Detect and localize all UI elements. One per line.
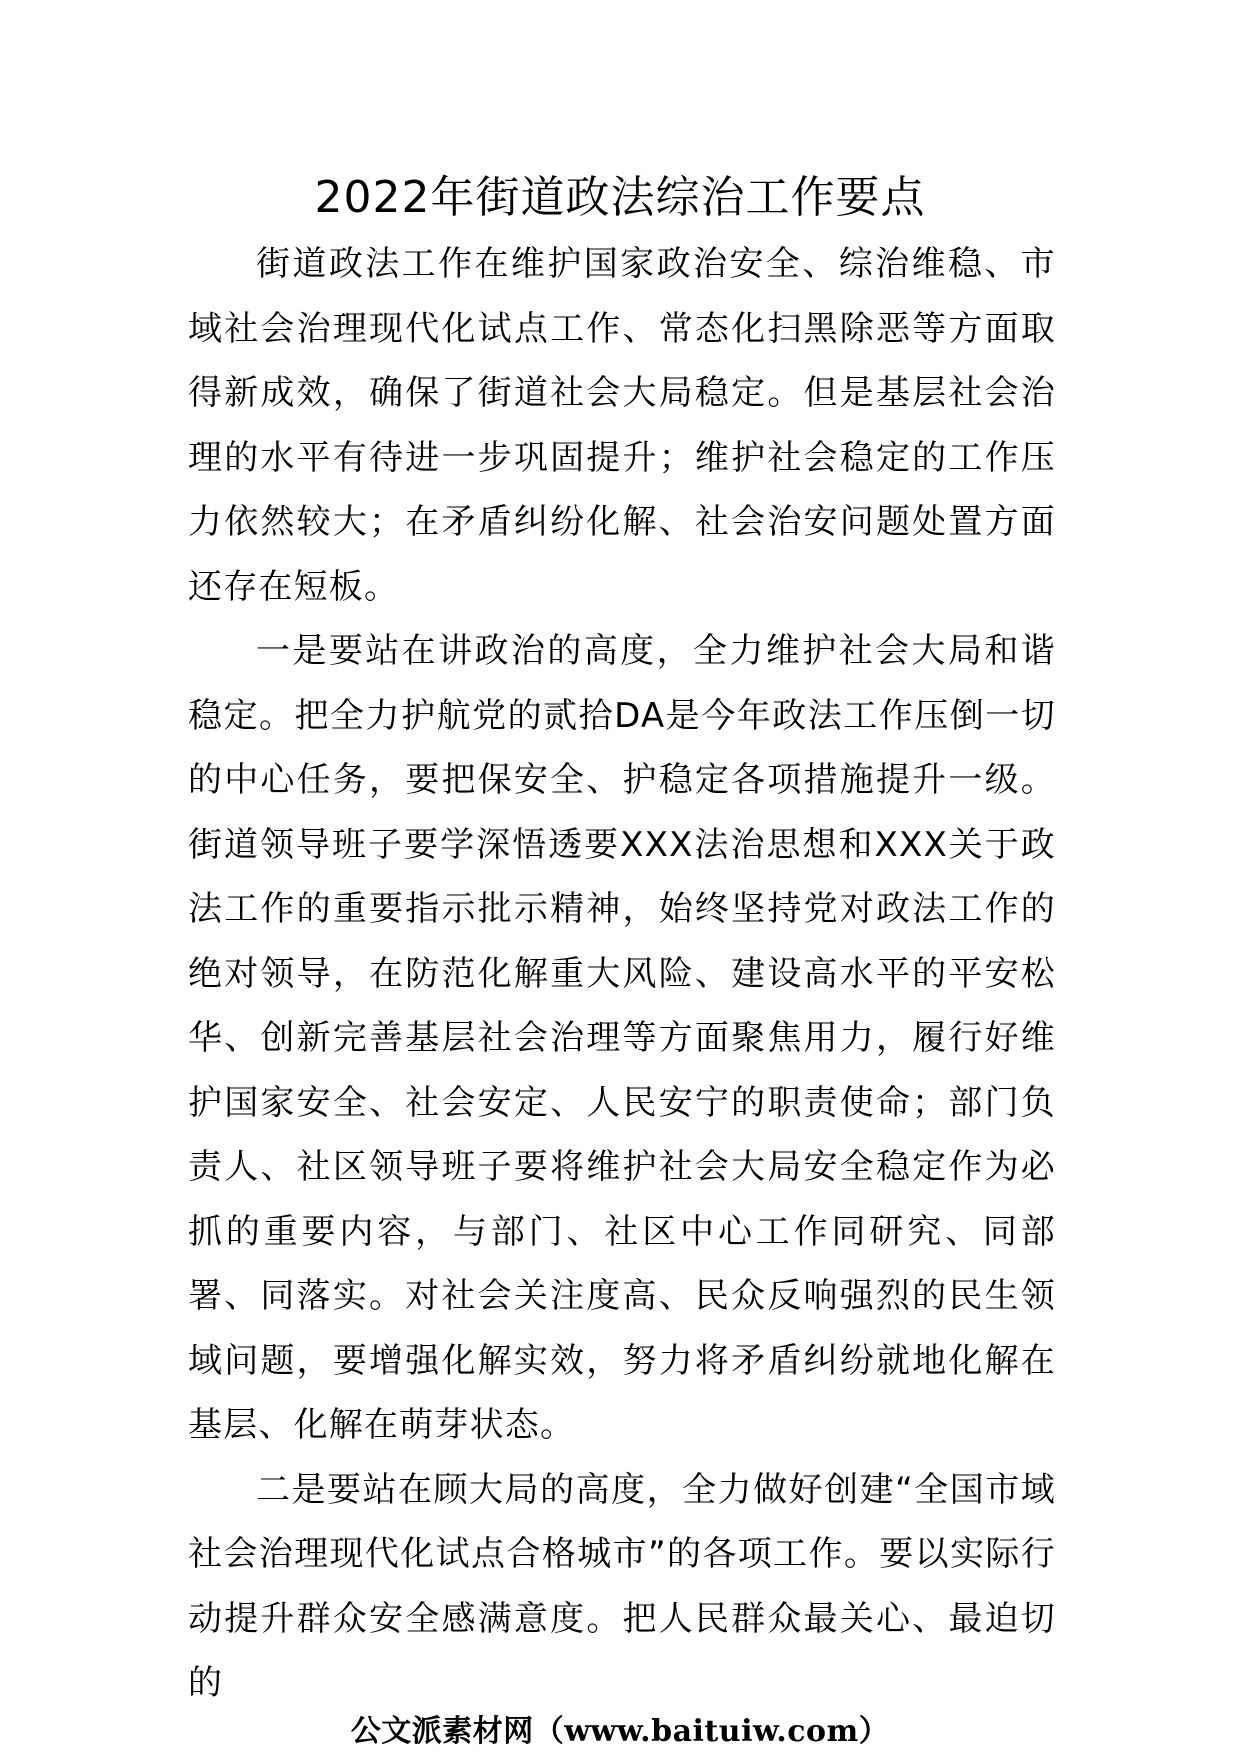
document-title: 2022年街道政法综治工作要点: [314, 172, 926, 223]
paragraph-intro: 街道政法工作在维护国家政治安全、综治维稳、市域社会治理现代化试点工作、常态化扫黑除恶等方面取得新成效，确保了街道社会大局稳定。但是基层社会治理的水平有待进一步巩固提升；维护社会稳定的工作压力依然较大；在矛盾纠纷化解、社会治安问题处置方面还存在短板。: [188, 244, 1056, 607]
source-footer: 公文派素材网（www.baituiw.com）: [350, 1714, 890, 1749]
paragraph-point-two: 二是要站在顾大局的高度，全力做好创建“全国市域社会治理现代化试点合格城市”的各项工作。要以实际行动提升群众安全感满意度。把人民群众最关心、最迫切的: [188, 1469, 1056, 1703]
paragraph-point-one: 一是要站在讲政治的高度，全力维护社会大局和谐稳定。把全力护航党的贰拾DA是今年政法工作压倒一切的中心任务，要把保安全、护稳定各项措施提升一级。街道领导班子要学深悟透要XXX法治思想和XXX关于政法工作的重要指示批示精神，始终坚持党对政法工作的绝对领导，在防范化解重大风险、建设高水平的平安松华、创新完善基层社会治理等方面聚焦用力，履行好维护国家安全、社会安定、人民安宁的职责使命；部门负责人、社区领导班子要将维护社会大局安全稳定作为必抓的重要内容，与部门、社区中心工作同研究、同部署、同落实。对社会关注度高、民众反响强烈的民生领域问题，要增强化解实效，努力将矛盾纠纷就地化解在基层、化解在萌芽状态。: [188, 631, 1056, 1445]
document-body: [188, 232, 1056, 1716]
